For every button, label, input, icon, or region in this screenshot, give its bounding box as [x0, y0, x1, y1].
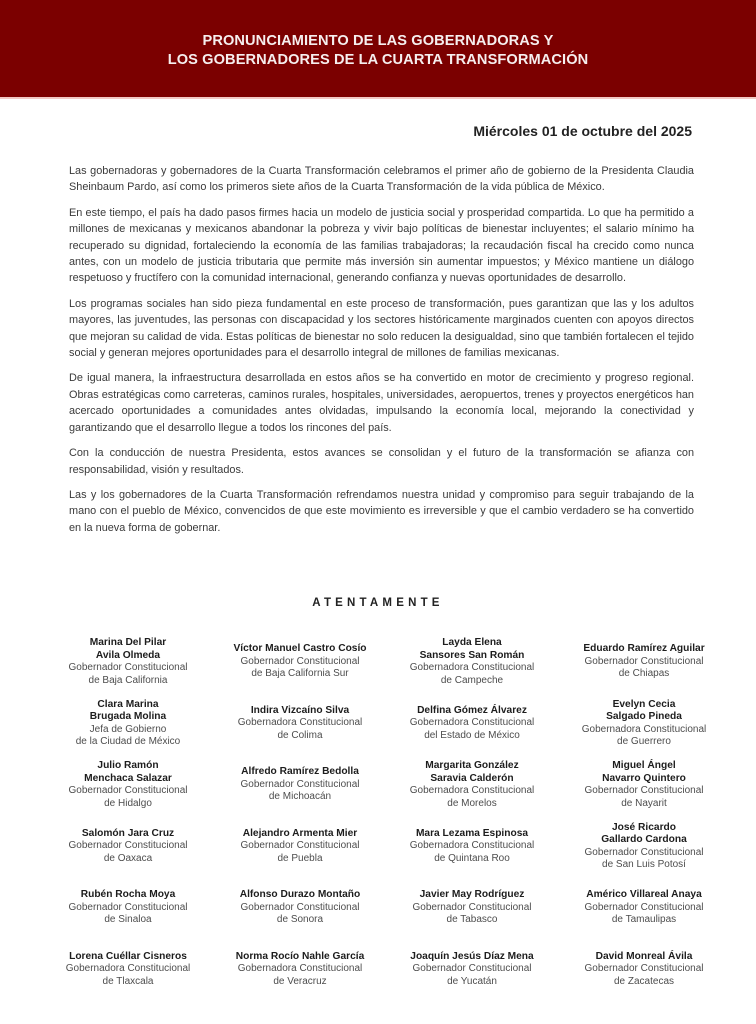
signatory-state: de Morelos	[447, 797, 497, 809]
signatory-state: de San Luis Potosí	[602, 859, 686, 871]
signature-block	[558, 699, 730, 761]
signature-block	[42, 637, 214, 699]
signatory-name: Clara Marina	[97, 698, 159, 710]
signatory-name: Américo Villareal Anaya	[586, 889, 702, 900]
signature-block	[42, 945, 214, 1007]
signatory-role: Gobernador Constitucional	[68, 662, 188, 674]
signatory-role: Gobernadora Constitucional	[237, 963, 363, 975]
signatory-state: de Guerrero	[617, 736, 671, 748]
signatory-state: de Sonora	[276, 914, 324, 926]
signatory-name: Javier May Rodríguez	[419, 889, 525, 900]
signature-block	[386, 822, 558, 884]
signatory-role: Gobernador Constitucional	[412, 901, 532, 913]
signatory-name: Joaquín Jesús Díaz Mena	[410, 950, 534, 962]
signatures-grid	[42, 637, 732, 1006]
signatory-role: Gobernadora Constitucional	[409, 785, 535, 797]
signature-block	[558, 883, 730, 945]
signatory-role: Gobernador Constitucional	[584, 963, 704, 975]
signatory-name: Miguel Ángel	[612, 760, 676, 771]
signature-block	[214, 699, 386, 761]
signatory-name: Rubén Rocha Moya	[80, 889, 176, 900]
signature-block	[214, 760, 386, 822]
signatory-name: Lorena Cuéllar Cisneros	[69, 950, 187, 962]
signatory-state: de Tamaulipas	[611, 914, 677, 926]
signatory-name: Norma Rocío Nahle García	[235, 950, 365, 962]
signatory-name: Marina Del Pilar	[89, 637, 167, 648]
signature-block	[558, 945, 730, 1007]
closing-heading: ATENTAMENTE	[312, 597, 444, 609]
paragraph: Los programas sociales han sido pieza fundamental en este proceso de transformación, pues garantizan que las y los adultos mayores, las juventudes, las personas con discapacidad y los sectores históricamente marginados cuenten con apoyos directos que mejoran su calidad de vida. Estas políticas de bienestar no solo reducen la desigualdad, sino que también fortalecen el tejido social y generan mejores oportunidades para el desarrollo integral de millones de familias mexicanas.	[69, 297, 694, 360]
signatory-name: Mara Lezama Espinosa	[415, 827, 529, 839]
signatory-role: Jefa de Gobierno	[89, 723, 167, 735]
signatory-state: de Hidalgo	[104, 797, 152, 809]
signature-block	[386, 883, 558, 945]
signatory-name: José Ricardo	[612, 821, 676, 833]
document-body	[69, 163, 694, 545]
signatory-state: de Zacatecas	[613, 975, 675, 987]
signatory-role: Gobernadora Constitucional	[409, 662, 535, 674]
signature-block	[558, 822, 730, 884]
signature-block	[214, 822, 386, 884]
signatory-name: Layda Elena	[442, 637, 502, 648]
signatory-role: Gobernador Constitucional	[584, 846, 704, 858]
signatory-role: Gobernador Constitucional	[412, 963, 532, 975]
signatory-name-line-2: Salgado Pineda	[606, 711, 682, 723]
document-date: Miércoles 01 de octubre del 2025	[473, 123, 692, 139]
signatory-role: Gobernador Constitucional	[240, 778, 360, 790]
signatory-state: de Veracruz	[273, 975, 327, 987]
signatory-name-line-2: Menchaca Salazar	[84, 772, 172, 784]
signatory-state: de Baja California Sur	[251, 668, 349, 680]
signature-block	[42, 883, 214, 945]
signatory-state: de Sinaloa	[104, 914, 152, 926]
signatory-role: Gobernador Constitucional	[240, 840, 360, 852]
signatory-role: Gobernadora Constitucional	[409, 840, 535, 852]
signature-block	[214, 945, 386, 1007]
signatory-name: Alfonso Durazo Montaño	[239, 889, 361, 900]
signatory-state: de Nayarit	[621, 797, 667, 809]
signatory-role: Gobernadora Constitucional	[65, 963, 191, 975]
signatory-role: Gobernador Constitucional	[584, 785, 704, 797]
signatory-name: Víctor Manuel Castro Cosío	[233, 643, 367, 654]
signatory-state: de Yucatán	[447, 975, 497, 987]
signatory-state: de Puebla	[277, 852, 323, 864]
signature-block	[42, 699, 214, 761]
signatory-state: de la Ciudad de México	[75, 736, 181, 748]
header-title-line-2: LOS GOBERNADORES DE LA CUARTA TRANSFORMACIÓN	[167, 51, 589, 68]
signatory-name-line-2: Brugada Molina	[89, 711, 167, 723]
signatory-name-line-2: Avila Olmeda	[95, 649, 161, 661]
document-header	[0, 0, 756, 99]
signatory-role: Gobernador Constitucional	[240, 655, 360, 667]
signatory-name: David Monreal Ávila	[595, 950, 693, 962]
signatory-state: de Tabasco	[446, 914, 498, 926]
paragraph: Las y los gobernadores de la Cuarta Transformación refrendamos nuestra unidad y compromiso para seguir trabajando de la mano con el pueblo de México, convencidos de que este movimiento es irreversible y que el cambio verdadero se ha convertido en la nueva forma de gobernar.	[69, 488, 694, 534]
signatory-name: Eduardo Ramírez Aguilar	[583, 643, 705, 654]
signatory-state: de Quintana Roo	[434, 852, 510, 864]
signatory-role: Gobernador Constitucional	[240, 901, 360, 913]
signatory-role: Gobernador Constitucional	[68, 785, 188, 797]
signatory-name: Salomón Jara Cruz	[81, 827, 175, 839]
signatory-state: de Baja California	[88, 674, 168, 686]
signatory-role: Gobernador Constitucional	[584, 901, 704, 913]
paragraph: De igual manera, la infraestructura desarrollada en estos años se ha convertido en motor de crecimiento y progreso regional. Obras estratégicas como carreteras, caminos rurales, hospitales, universidades, aeropuertos, trenes y proyectos energéticos han acercado oportunidades a comunidades antes olvidadas, impulsando la economía local, mejorando la conectividad y garantizando que el desarrollo llegue a todos los rincones del país.	[69, 372, 694, 434]
signatory-name: Alfredo Ramírez Bedolla	[241, 766, 359, 777]
signatory-state: de Michoacán	[268, 791, 332, 803]
paragraph: Las gobernadoras y gobernadores de la Cuarta Transformación celebramos el primer año de gobierno de la Presidenta Claudia Sheinbaum Pardo, así como los primeros siete años de la Cuarta Transformación de la vida pública de México.	[69, 165, 694, 194]
signatory-role: Gobernador Constitucional	[584, 655, 704, 667]
signature-block	[214, 637, 386, 699]
signatory-state: de Tlaxcala	[102, 975, 154, 987]
header-title-line-1: PRONUNCIAMIENTO DE LAS GOBERNADORAS Y	[202, 32, 554, 49]
signatory-name: Evelyn Cecia	[612, 698, 676, 710]
signatory-state: del Estado de México	[424, 729, 520, 741]
signatory-name: Alejandro Armenta Mier	[242, 827, 358, 839]
paragraph: En este tiempo, el país ha dado pasos firmes hacia un modelo de justicia social y prosperidad compartida. Lo que ha permitido a millones de mexicanas y mexicanos abandonar la pobreza y vivir bajo políticas de bienestar incluyentes; el salario mínimo ha recuperado su dignidad, fortaleciendo la economía de las familias trabajadoras; la recaudación fiscal ha crecido como nunca antes, con un modelo de justicia tributaria que permite más inversión sin aumentar impuestos; y México mantiene un diálogo respetuoso y fructífero con la comunidad internacional, generando confianza y nuevas oportunidades de desarrollo.	[69, 206, 694, 285]
signature-block	[42, 822, 214, 884]
signatory-role: Gobernador Constitucional	[68, 901, 188, 913]
signature-block	[386, 760, 558, 822]
signatory-name: Delfina Gómez Álvarez	[417, 704, 527, 716]
signature-block	[558, 760, 730, 822]
signatory-name: Margarita González	[425, 760, 519, 771]
signatory-state: de Campeche	[440, 674, 504, 686]
signatory-name-line-2: Gallardo Cardona	[601, 834, 687, 846]
signatory-name: Julio Ramón	[97, 760, 159, 771]
signatory-role: Gobernador Constitucional	[68, 840, 188, 852]
signatory-name: Indira Vizcaíno Silva	[250, 704, 350, 716]
paragraph: Con la conducción de nuestra Presidenta, estos avances se consolidan y el futuro de la transformación se afianza con responsabilidad, visión y resultados.	[69, 447, 694, 476]
signatory-name-line-2: Navarro Quintero	[602, 772, 686, 784]
signatory-state: de Colima	[277, 729, 323, 741]
signatory-state: de Oaxaca	[103, 852, 153, 864]
signature-block	[386, 945, 558, 1007]
signatory-role: Gobernadora Constitucional	[409, 717, 535, 729]
signatory-role: Gobernadora Constitucional	[581, 723, 707, 735]
signatory-role: Gobernadora Constitucional	[237, 717, 363, 729]
signature-block	[558, 637, 730, 699]
signatory-state: de Chiapas	[618, 668, 670, 680]
signature-block	[42, 760, 214, 822]
signature-block	[214, 883, 386, 945]
signatory-name-line-2: Saravia Calderón	[430, 772, 514, 784]
signature-block	[386, 699, 558, 761]
signatory-name-line-2: Sansores San Román	[419, 649, 525, 661]
signature-block	[386, 637, 558, 699]
